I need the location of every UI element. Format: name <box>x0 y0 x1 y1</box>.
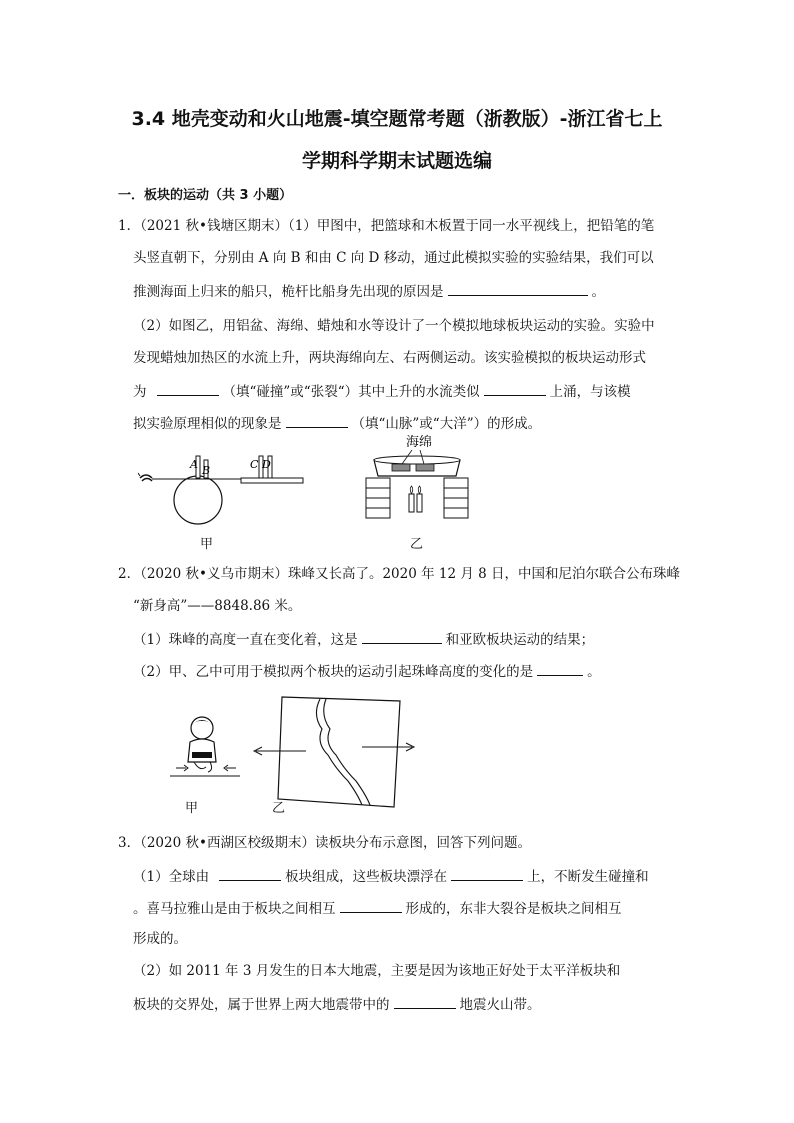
page-title-line1: 3.4 地壳变动和火山地震-填空题常考题（浙教版）-浙江省七上 <box>131 108 663 130</box>
q2-blank-2[interactable] <box>537 661 583 676</box>
q1-line6-c: 上涌，与该模 <box>549 384 631 400</box>
q2-line3 <box>133 629 594 649</box>
q3-line3-b: 形成的，东非大裂谷是板块之间相互 <box>405 901 622 917</box>
q1-blank-2[interactable] <box>157 381 219 396</box>
label-d: D <box>262 458 271 471</box>
q2-blank-1[interactable] <box>362 629 442 644</box>
q1-caption-yi: 乙 <box>410 537 424 552</box>
q2-line1: 2．（2020 秋•义乌市期末）珠峰又长高了。2020 年 12 月 8 日，中国和尼泊尔联合公布珠峰 <box>118 566 681 582</box>
q2-line4-b: 。 <box>587 664 601 680</box>
q3-blank-3[interactable] <box>340 898 402 913</box>
q3-line2 <box>133 866 649 886</box>
child-figure-icon <box>188 717 216 772</box>
q3-line4: 形成的。 <box>133 931 187 947</box>
q3-line3-a: 。喜马拉雅山是由于板块之间相互 <box>133 901 336 917</box>
q3-blank-2[interactable] <box>451 866 523 881</box>
q1-line1: 1．（2021 秋•钱塘区期末）（1）甲图中，把篮球和木板置于同一水平视线上，把铅笔的笔 <box>118 218 655 234</box>
q3-line2-b: 板块组成，这些板块漂浮在 <box>285 869 448 885</box>
q2-figure-jia <box>170 712 242 790</box>
eye-icon <box>138 473 152 481</box>
q2-caption-yi: 乙 <box>272 801 286 816</box>
q1-caption-jia: 甲 <box>200 537 214 552</box>
q1-blank-1[interactable] <box>448 281 588 296</box>
q3-blank-1[interactable] <box>219 866 281 881</box>
q3-line5: （2）如 2011 年 3 月发生的日本大地震，主要是因为该地正好处于太平洋板块和 <box>133 963 621 979</box>
q1-line5: 发现蜡烛加热区的水流上升，两块海绵向左、右两侧运动。该实验模拟的板块运动形式 <box>133 350 646 366</box>
q3-line6-b: 地震火山带。 <box>459 997 541 1013</box>
q2-line2: “新身高”——8848.86 米。 <box>133 598 302 614</box>
q3-line1: 3．（2020 秋•西湖区校级期末）读板块分布示意图，回答下列问题。 <box>118 835 531 851</box>
brick-stack-left <box>366 478 390 518</box>
q1-line7-b: （填“山脉”或“大洋”）的形成。 <box>351 416 542 432</box>
brick-stack-right <box>444 478 468 518</box>
q2-line3-b: 和亚欧板块运动的结果； <box>445 632 595 648</box>
q3-blank-4[interactable] <box>394 994 456 1009</box>
q1-line6 <box>133 381 631 401</box>
q1-line3 <box>133 281 605 301</box>
q3-line2-a: （1）全球由 <box>133 869 210 885</box>
board-shape <box>241 478 303 483</box>
paper-sheet-shape <box>278 697 400 807</box>
q1-line2: 头竖直朝下，分别由 A 向 B 和由 C 向 D 移动，通过此模拟实验的实验结果，我们可以 <box>133 250 654 266</box>
q1-blank-3[interactable] <box>484 381 546 396</box>
q1-figure-jia <box>138 448 308 528</box>
label-c: C <box>250 458 259 471</box>
q1-line7-a: 拟实验原理相似的现象是 <box>133 416 282 432</box>
q1-line3-text: 推测海面上归来的船只，桅杆比船身先出现的原因是 <box>133 284 444 300</box>
q1-figure-yi <box>362 432 472 528</box>
q1-line6-a: 为 <box>133 384 147 400</box>
q1-line6-b: （填“碰撞”或“张裂“）其中上升的水流类似 <box>222 384 480 400</box>
q2-line4-a: （2）甲、乙中可用于模拟两个板块的运动引起珠峰高度的变化的是 <box>133 664 534 680</box>
candle-icon <box>409 486 422 512</box>
label-a: A <box>190 458 198 471</box>
label-b: B <box>202 464 211 477</box>
ball-shape <box>174 476 222 524</box>
q1-line7 <box>133 413 541 433</box>
q3-line6-a: 板块的交界处，属于世界上两大地震带中的 <box>133 997 390 1013</box>
q2-caption-jia: 甲 <box>185 801 199 816</box>
q1-blank-4[interactable] <box>286 413 348 428</box>
page-title-line2: 学期科学期末试题选编 <box>301 150 492 172</box>
q1-line3-end: 。 <box>591 284 605 300</box>
section-heading: 一．板块的运动（共 3 小题） <box>118 188 293 203</box>
q1-line4: （2）如图乙，用铝盆、海绵、蜡烛和水等设计了一个模拟地球板块运动的实验。实验中 <box>133 318 655 334</box>
q3-line6 <box>133 994 541 1014</box>
label-sponge: 海绵 <box>406 435 433 450</box>
q2-line4 <box>133 661 601 681</box>
q2-line3-a: （1）珠峰的高度一直在变化着，这是 <box>133 632 358 648</box>
q3-line3 <box>133 898 622 918</box>
q3-line2-c: 上，不断发生碰撞和 <box>527 869 649 885</box>
